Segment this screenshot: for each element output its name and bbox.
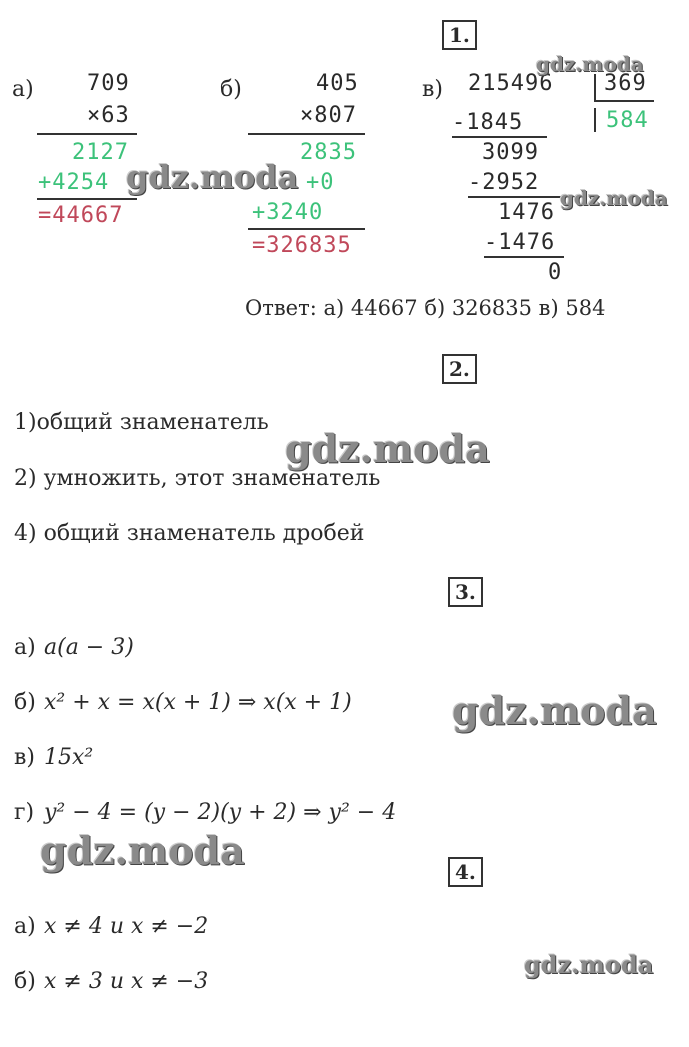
task2-item: 4) общий знаменатель дробей (14, 521, 365, 546)
watermark: gdz.moda (452, 688, 657, 733)
task4-b-expr: x ≠ 3 и x ≠ −3 (44, 969, 209, 994)
task1-v-step: -1476 (484, 230, 556, 255)
task1-b-result: =326835 (252, 233, 352, 258)
task1-number: 1. (442, 20, 477, 50)
task1-v-divider-bar (594, 74, 596, 102)
task3-b-expr: x² + x = x(x + 1) ⇒ x(x + 1) (44, 690, 352, 715)
watermark: gdz.moda (536, 52, 644, 76)
task1-b-partial3: +3240 (252, 200, 324, 225)
task3-g-expr: y² − 4 = (y − 2)(y + 2) ⇒ y² − 4 (44, 800, 397, 825)
task1-answer: Ответ: а) 44667 б) 326835 в) 584 (245, 296, 606, 320)
task3-g-label: г) (14, 800, 35, 825)
task3-b-label: б) (14, 690, 36, 715)
task1-v-step: -2952 (468, 170, 540, 195)
task1-a-partial1: 2127 (72, 140, 129, 165)
task1-v-divisor: 369 (604, 71, 647, 96)
task1-a-multiplier: ×63 (87, 103, 130, 128)
task1-v-step: 3099 (482, 140, 539, 165)
task1-b-rule (248, 133, 365, 135)
task4-b-label: б) (14, 969, 36, 994)
task2-item: 2) умножить, этот знаменатель (14, 466, 381, 491)
task1-v-step: -1845 (452, 110, 524, 135)
watermark: gdz.moda (524, 950, 654, 979)
task3-a-expr: a(a − 3) (44, 635, 134, 660)
watermark: gdz.moda (560, 186, 668, 210)
task4-number: 4. (448, 857, 483, 887)
task3-number: 3. (448, 577, 483, 607)
task3-v-expr: 15x² (44, 745, 94, 770)
task1-b-label: б) (220, 77, 242, 102)
task1-v-divisor-rule (596, 100, 654, 102)
task1-b-multiplicand: 405 (316, 71, 359, 96)
task1-v-quotient-bar (594, 108, 596, 132)
task1-v-dividend: 215496 (468, 71, 554, 96)
watermark: gdz.moda (40, 828, 245, 873)
task1-b-partial2: +0 (306, 170, 335, 195)
task1-a-result: =44667 (38, 203, 124, 228)
task1-b-rule2 (248, 228, 365, 230)
task1-v-quotient: 584 (606, 108, 649, 133)
task4-a-label: а) (14, 914, 36, 939)
watermark: gdz.moda (126, 158, 299, 196)
task1-a-multiplicand: 709 (87, 71, 130, 96)
task4-a-expr: x ≠ 4 и x ≠ −2 (44, 914, 209, 939)
task1-v-step-rule (468, 196, 563, 198)
task1-v-step: 0 (548, 260, 563, 285)
task1-b-multiplier: ×807 (300, 103, 357, 128)
task1-v-label: в) (422, 77, 443, 102)
task1-v-step: 1476 (498, 200, 555, 225)
task2-item: 1)общий знаменатель (14, 410, 269, 435)
task1-a-partial2: +4254 (38, 170, 110, 195)
task1-v-step-rule (484, 256, 564, 258)
task2-number: 2. (442, 354, 477, 384)
task1-v-step-rule (452, 136, 547, 138)
task1-b-partial1: 2835 (300, 140, 357, 165)
task1-a-rule2 (37, 198, 137, 200)
task1-a-label: а) (12, 77, 34, 102)
task3-a-label: а) (14, 635, 36, 660)
watermark: gdz.moda (285, 426, 490, 471)
task1-a-rule (37, 133, 137, 135)
task3-v-label: в) (14, 745, 35, 770)
